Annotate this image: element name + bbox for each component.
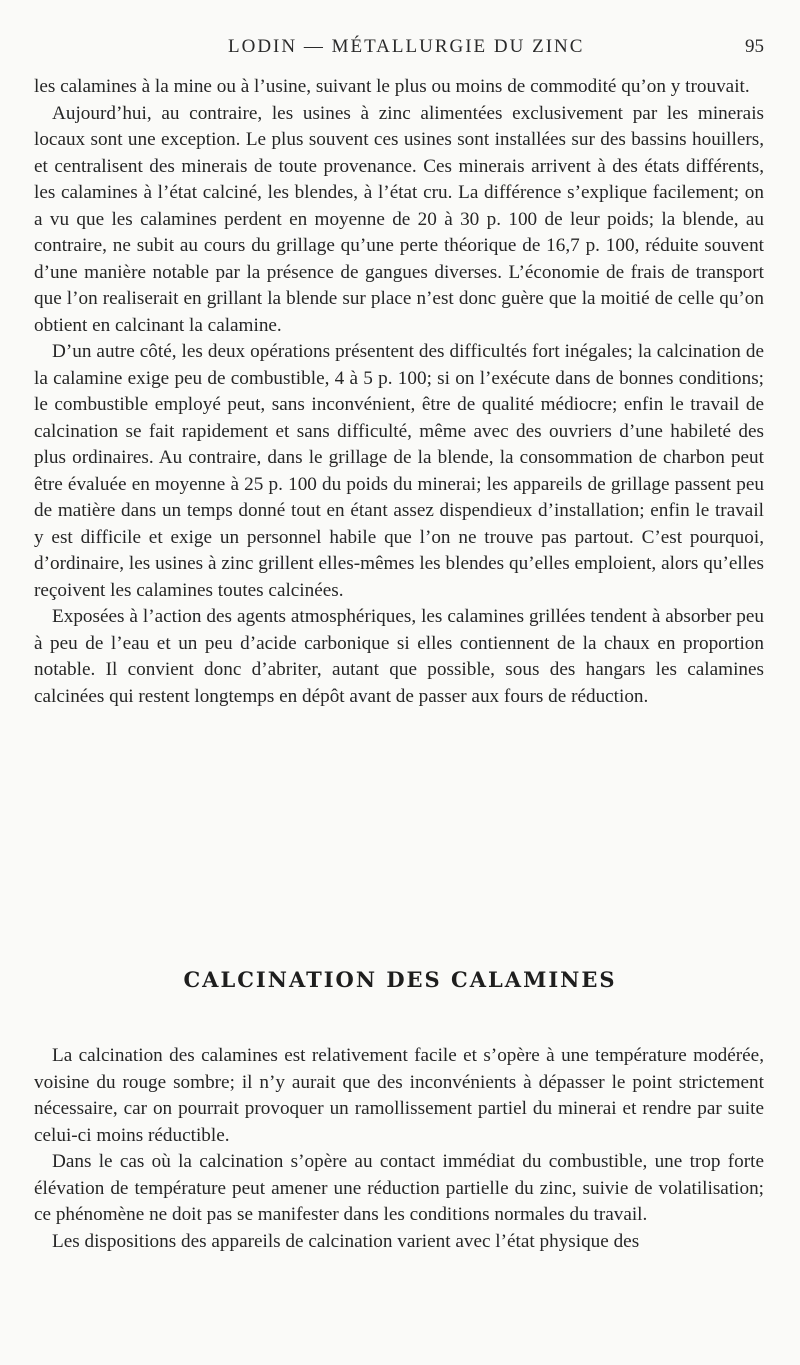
paragraph: D’un autre côté, les deux opérations présentent des difficultés fort inégales; la calcination de la calamine exige peu de combustible, 4 à 5 p. 100; si on l’exécute dans de bonnes conditions; le combustible employé peut, sans inconvénient, être de qualité médiocre; enfin le travail de calcination se fait rapidement et sans difficulté, même avec des ouvriers d’une habileté des plus ordinaires. Au contraire, dans le grillage de la blende, la consommation de charbon peut être évaluée en moyenne à 25 p. 100 du poids du minerai; les appareils de grillage passent peu de matière dans un temps donné tout en étant assez dispendieux d’installation; enfin le travail y est difficile et exige un personnel habile que l’on ne trouve pas partout. C’est pourquoi, d’ordinaire, les usines à zinc grillent elles-mêmes les blendes qu’elles emploient, alors qu’elles reçoivent les calamines toutes calcinées. <box>34 341 764 601</box>
running-title: LODIN — MÉTALLURGIE DU ZINC <box>228 36 585 57</box>
section-heading: CALCINATION DES CALAMINES <box>183 967 617 992</box>
paragraph: Exposées à l’action des agents atmosphériques, les calamines grillées tendent à absorber peu à peu de l’eau et un peu d’acide carbonique si elles contiennent de la chaux en proportion notable. Il convient donc d’abriter, autant que possible, sous des hangars les calamines calcinées qui restent longtemps en dépôt avant de passer aux fours de réduction. <box>34 606 764 707</box>
paragraph: La calcination des calamines est relativement facile et s’opère à une température modérée, voisine du rouge sombre; il n’y aurait que des inconvénients à dépasser le point strictement nécessaire, car on pourrait provoquer un ramollissement partiel du minerai et rendre par suite celui-ci moins réductible. <box>34 1045 764 1146</box>
body-text-before-heading <box>34 74 764 710</box>
paragraph: les calamines à la mine ou à l’usine, suivant le plus ou moins de commodité qu’on y trouvait. <box>34 76 750 97</box>
running-head <box>0 36 800 60</box>
paragraph: Les dispositions des appareils de calcination varient avec l’état physique des <box>52 1230 640 1252</box>
paragraph: Aujourd’hui, au contraire, les usines à zinc alimentées exclusivement par les minerais locaux sont une exception. Le plus souvent ces usines sont installées sur des bassins houillers, et centralisent des minerais de toute provenance. Ces minerais arrivent à des états différents, les calamines à l’état calciné, les blendes, à l’état cru. La différence s’explique facilement; on a vu que les calamines perdent en moyenne de 20 à 30 p. 100 de leur poids; la blende, au contraire, ne subit au cours du grillage qu’une perte théorique de 16,7 p. 100, réduite souvent d’une manière notable par la présence de gangues diverses. L’économie de frais de transport que l’on realiserait en grillant la blende sur place n’est donc guère que la moitié de celle qu’on obtient en calcinant la calamine. <box>34 102 764 336</box>
paragraph: Dans le cas où la calcination s’opère au contact immédiat du combustible, une trop forte élévation de température peut amener une réduction partielle du zinc, suivie de volatilisation; ce phénomène ne doit pas se manifester dans les conditions normales du travail. <box>34 1151 764 1225</box>
body-text-after-heading <box>34 1043 764 1255</box>
page-number: 95 <box>745 36 764 57</box>
